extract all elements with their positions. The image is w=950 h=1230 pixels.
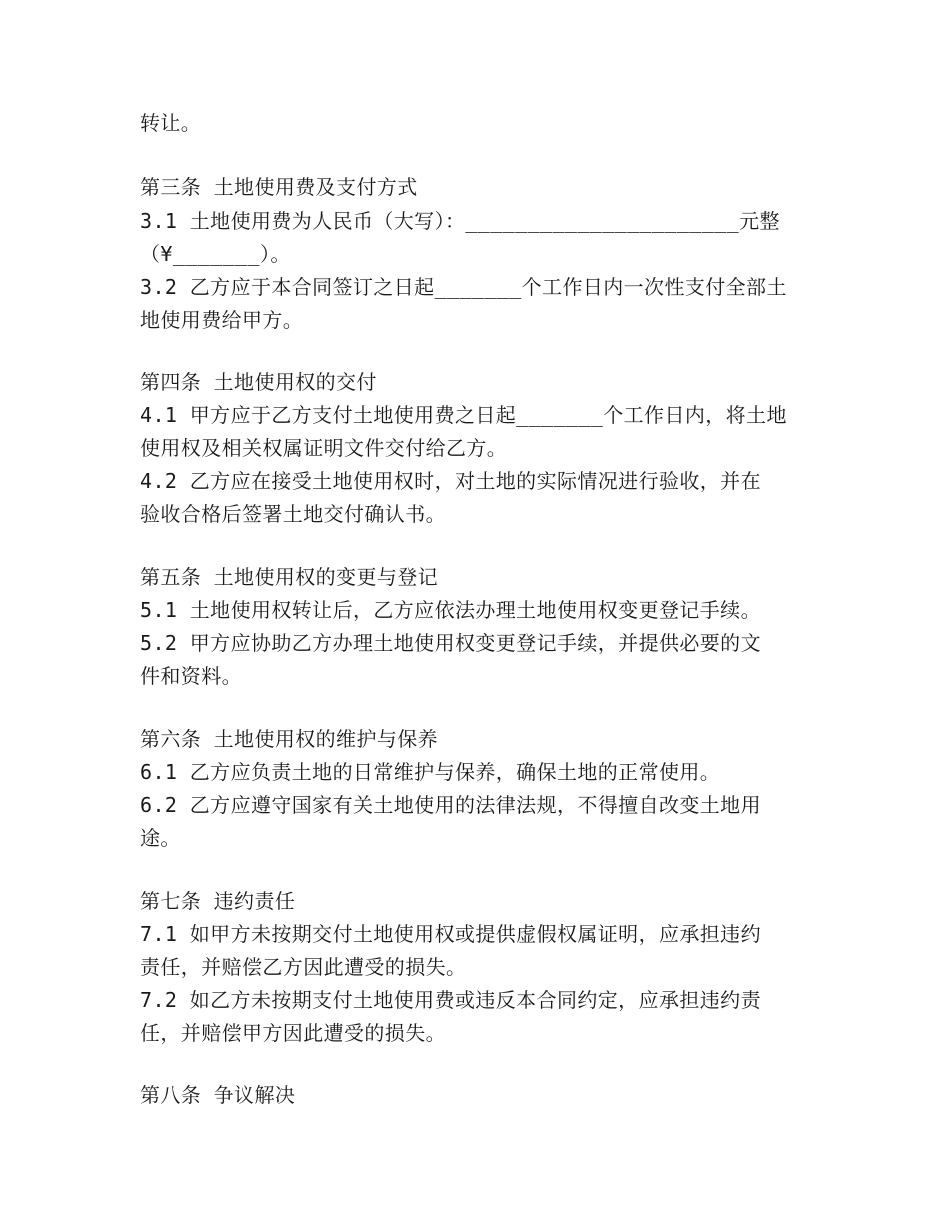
clause-3-2-line-2: 地使用费给甲方。 <box>140 308 304 332</box>
section-7-heading: 第七条 违约责任 <box>140 889 296 913</box>
clause-5-1-line-1: 5.1 土地使用权转让后，乙方应依法办理土地使用权变更登记手续。 <box>140 598 761 622</box>
clause-7-1-line-1: 7.1 如甲方未按期交付土地使用权或提供虚假权属证明，应承担违约 <box>140 922 761 946</box>
section-5-heading: 第五条 土地使用权的变更与登记 <box>140 565 439 589</box>
clause-4-1-line-1: 4.1 甲方应于乙方支付土地使用费之日起_______个工作日内，将土地 <box>140 403 787 427</box>
clause-5-2-line-2: 件和资料。 <box>140 664 242 688</box>
clause-4-2-line-2: 验收合格后签署土地交付确认书。 <box>140 502 446 526</box>
clause-3-1-line-2: （¥_______）。 <box>140 242 291 266</box>
clause-7-2-line-2: 任，并赔偿甲方因此遭受的损失。 <box>140 1021 446 1045</box>
clause-7-2-line-1: 7.2 如乙方未按期支付土地使用费或违反本合同约定，应承担违约责 <box>140 988 761 1012</box>
clause-7-1-line-2: 责任，并赔偿乙方因此遭受的损失。 <box>140 955 467 979</box>
clause-6-1-line-1: 6.1 乙方应负责土地的日常维护与保养，确保土地的正常使用。 <box>140 760 721 784</box>
intro-fragment: 转让。 <box>140 111 202 135</box>
clause-6-2-line-1: 6.2 乙方应遵守国家有关土地使用的法律法规，不得擅自改变土地用 <box>140 793 761 817</box>
clause-6-2-line-2: 途。 <box>140 826 181 850</box>
clause-4-1-line-2: 使用权及相关权属证明文件交付给乙方。 <box>140 436 508 460</box>
clause-3-1-line-1: 3.1 土地使用费为人民币（大写）：______________________元整 <box>140 209 780 233</box>
section-3-heading: 第三条 土地使用费及支付方式 <box>140 175 418 199</box>
section-4-heading: 第四条 土地使用权的交付 <box>140 370 377 394</box>
section-6-heading: 第六条 土地使用权的维护与保养 <box>140 727 439 751</box>
clause-3-2-line-1: 3.2 乙方应于本合同签订之日起_______个工作日内一次性支付全部土 <box>140 275 787 299</box>
section-8-heading: 第八条 争议解决 <box>140 1083 296 1107</box>
clause-4-2-line-1: 4.2 乙方应在接受土地使用权时，对土地的实际情况进行验收，并在 <box>140 469 761 493</box>
clause-5-2-line-1: 5.2 甲方应协助乙方办理土地使用权变更登记手续，并提供必要的文 <box>140 631 761 655</box>
